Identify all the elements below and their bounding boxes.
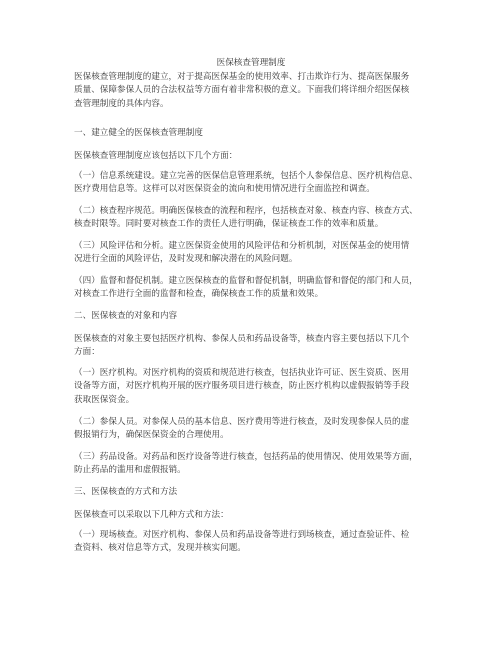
document-title: 医保核查管理制度: [216, 58, 286, 68]
section-2-item-2: [74, 416, 436, 443]
text-line: （三）药品设备。对药品和医疗设备等进行核查，包括药品的使用情况、使用效果等方面，: [74, 452, 418, 462]
text-line: 医保核查可以采取以下几种方式和方法：: [74, 510, 229, 520]
section-1-lead: [74, 150, 436, 163]
section-3-heading: [74, 486, 436, 499]
intro-paragraph: [74, 71, 436, 111]
text-line: 医保核查管理制度应该包括以下几个方面：: [74, 151, 238, 161]
section-3-item-1: [74, 529, 436, 556]
text-line: 医保核查管理制度的建立，对于提高医保基金的使用效率、打击欺诈行为、提高医保服务: [74, 72, 410, 82]
text-line: （三）风险评估和分析。建立医保资金使用的风险评估和分析机制，对医保基金的使用情: [74, 241, 410, 251]
section-1-item-2: [74, 205, 436, 232]
heading-text: 二、医保核查的对象和内容: [74, 311, 178, 321]
text-line: 查管理制度的具体内容。: [74, 98, 169, 109]
section-3-lead: [74, 509, 436, 522]
text-line: 获取医保资金。: [74, 394, 135, 405]
text-line: （一）医疗机构。对医疗机构的资质和规范进行核查，包括执业许可证、医生资质、医用: [74, 368, 410, 378]
section-1-item-1: [74, 170, 436, 197]
text-line: （一）现场核查。对医疗机构、参保人员和药品设备等进行到场核查，通过查验证件、检: [74, 530, 410, 540]
text-line: 设备等方面，对医疗机构开展的医疗服务项目进行核查，防止医疗机构以虚假报销等手段: [74, 381, 410, 392]
section-1-item-4: [74, 275, 436, 302]
text-line: 查资料、核对信息等方式，发现并核实问题。: [74, 543, 246, 554]
text-line: 防止药品的滥用和虚假报销。: [74, 465, 186, 476]
section-1-heading: [74, 127, 436, 140]
text-line: 质量、保障参保人员的合法权益等方面有着非常积极的意义。下面我们将详细介绍医保核: [74, 85, 410, 96]
text-line: 对核查工作进行全面的监督和检查，确保核查工作的质量和效果。: [74, 289, 324, 300]
text-line: （二）参保人员。对参保人员的基本信息、医疗费用等进行核查，及时发现参保人员的虚: [74, 417, 410, 427]
heading-text: 一、建立健全的医保核查管理制度: [74, 128, 203, 138]
section-2-heading: [74, 310, 436, 323]
text-line: 方面：: [74, 347, 100, 358]
section-2-item-3: [74, 451, 436, 478]
text-line: （一）信息系统建设。建立完善的医保信息管理系统，包括个人参保信息、医疗机构信息、: [74, 171, 418, 181]
heading-text: 三、医保核查的方式和方法: [74, 487, 178, 497]
text-line: 医疗费用信息等。这样可以对医保资金的流向和使用情况进行全面监控和调查。: [74, 184, 375, 195]
text-line: （二）核查程序规范。明确医保核查的流程和程序，包括核查对象、核查内容、核查方式、: [74, 206, 418, 216]
text-line: （四）监督和督促机制。建立医保核查的监督和督促机制，明确监督和督促的部门和人员，: [74, 276, 418, 286]
section-1-item-3: [74, 240, 436, 267]
text-line: 假报销行为，确保医保资金的合理使用。: [74, 430, 229, 441]
section-2-lead: [74, 333, 436, 360]
text-line: 核查时限等。同时要对核查工作的责任人进行明确，保证核查工作的效率和质量。: [74, 219, 384, 230]
section-2-item-1: [74, 367, 436, 407]
text-line: 医保核查的对象主要包括医疗机构、参保人员和药品设备等，核查内容主要包括以下几个: [74, 334, 410, 344]
text-line: 况进行全面的风险评估，及时发现和解决潜在的风险问题。: [74, 254, 298, 265]
